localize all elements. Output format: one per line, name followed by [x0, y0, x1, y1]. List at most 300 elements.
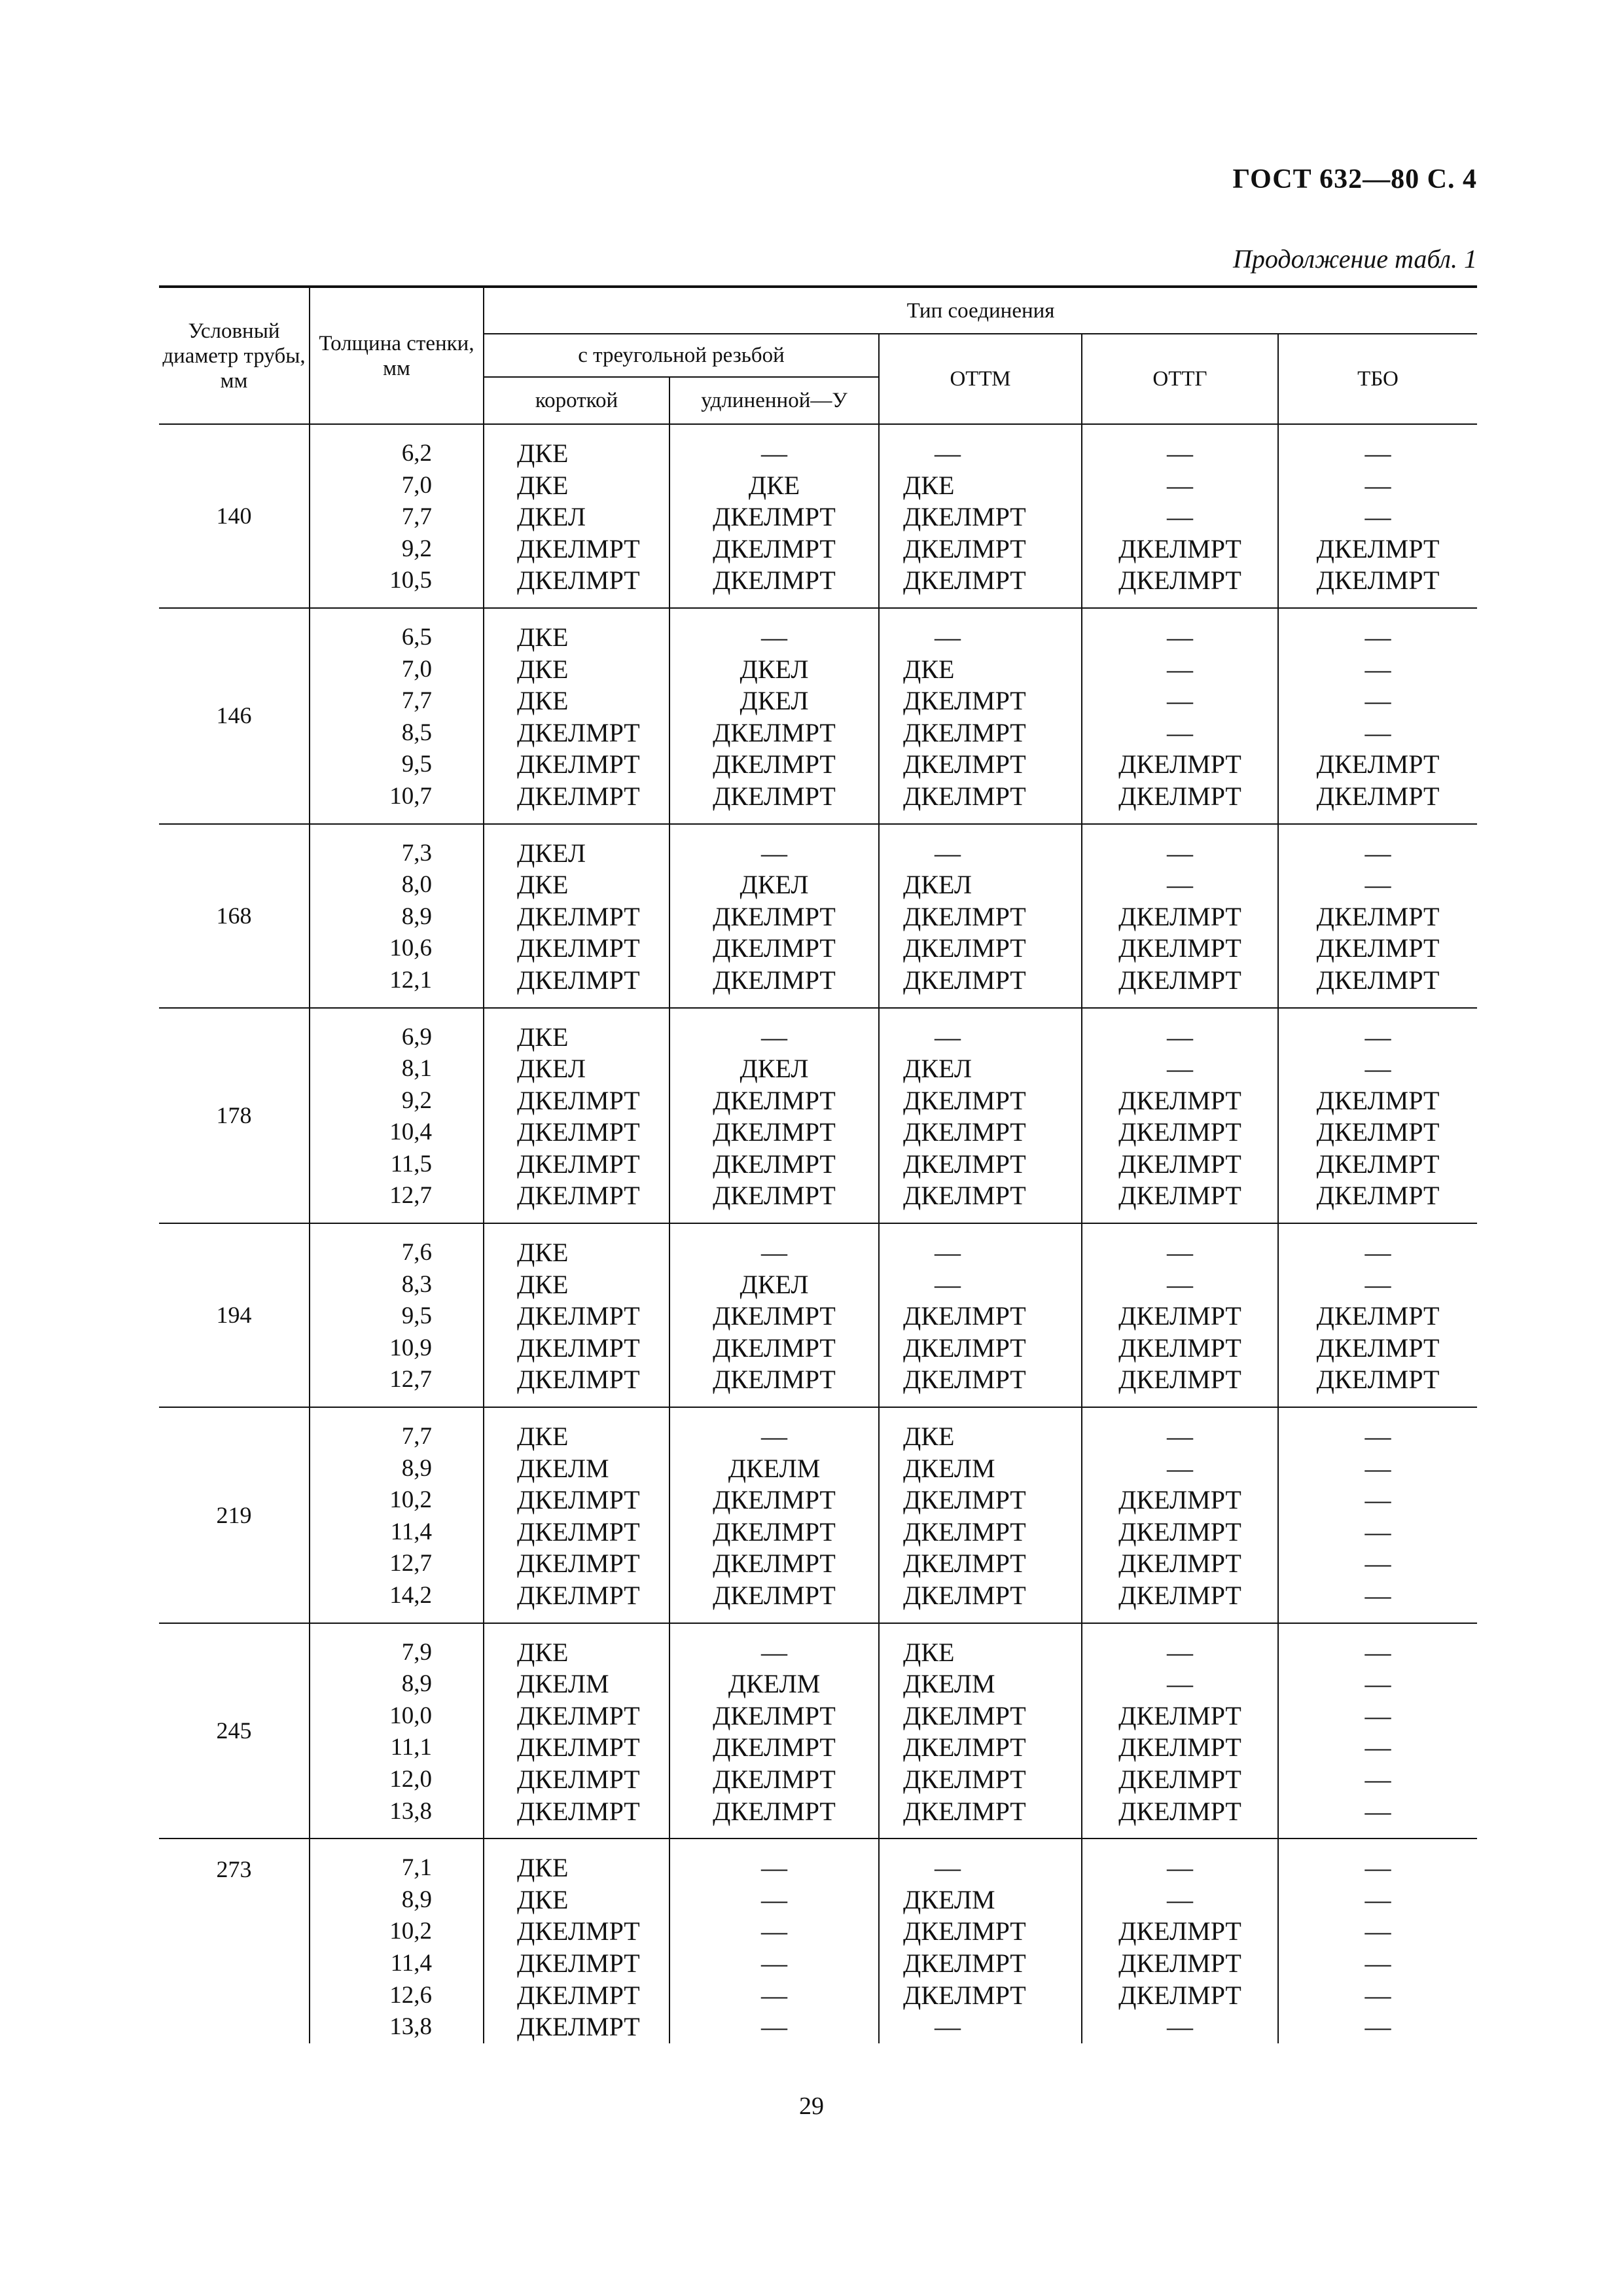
ottm-values	[880, 1009, 1081, 1223]
short-thread-value: ДКЕЛМРТ	[517, 1085, 640, 1115]
long-thread-values	[670, 1624, 878, 1839]
wall-thickness-value: 8,5	[401, 719, 432, 746]
ottg-value: ДКЕЛМРТ	[1118, 1916, 1241, 1946]
tbo-value: —	[1364, 1669, 1391, 1699]
ottm-value: ДКЕЛМРТ	[903, 1980, 1026, 2010]
tbo-value: —	[1364, 622, 1391, 652]
tbo-values	[1279, 1624, 1477, 1839]
tbo-values	[1279, 1224, 1477, 1407]
ottm-value: ДКЕЛМРТ	[903, 1700, 1026, 1731]
table-row	[159, 1223, 1477, 1407]
long-thread-cell	[669, 1623, 879, 1839]
ottm-cell	[879, 824, 1082, 1008]
diameter-cell: 178	[159, 1008, 310, 1224]
short-thread-value: ДКЕ	[517, 1238, 569, 1268]
tbo-value: —	[1364, 1453, 1391, 1483]
long-thread-value: ДКЕЛМ	[728, 1453, 821, 1483]
ottm-value: ДКЕЛМРТ	[903, 1333, 1026, 1363]
ottm-cell	[879, 424, 1082, 608]
wall-thickness-value: 11,4	[390, 1518, 432, 1545]
wall-thickness-cell	[310, 1008, 484, 1224]
ottm-value: ДКЕЛМРТ	[903, 1085, 1026, 1115]
long-thread-value: ДКЕЛМРТ	[713, 1333, 836, 1363]
header-triangular-thread: с треугольной резьбой	[484, 334, 879, 377]
tbo-value: —	[1364, 870, 1391, 900]
ottm-value: ДКЕ	[903, 1637, 955, 1667]
document-reference: ГОСТ 632—80 С. 4	[1232, 164, 1477, 194]
ottg-value: —	[1167, 1269, 1193, 1299]
long-thread-value: —	[761, 838, 787, 868]
ottg-cell	[1082, 1407, 1278, 1623]
table-row	[159, 824, 1477, 1008]
ottm-value: ДКЕЛМРТ	[903, 686, 1026, 716]
tbo-cell	[1278, 1407, 1477, 1623]
ottg-value: ДКЕЛМРТ	[1118, 1732, 1241, 1763]
wall-thickness-value: 14,2	[389, 1582, 432, 1609]
table-row	[159, 608, 1477, 824]
ottm-value: —	[935, 2012, 961, 2042]
wall-thickness-value: 12,1	[389, 966, 432, 994]
long-thread-value: ДКЕЛМРТ	[713, 1149, 836, 1179]
ottg-value: ДКЕЛМРТ	[1118, 1980, 1241, 2010]
ottm-value: ДКЕЛМРТ	[903, 1181, 1026, 1211]
ottg-value: —	[1167, 1669, 1193, 1699]
tbo-values	[1279, 1839, 1477, 2043]
ottm-value: ДКЕЛМ	[903, 1453, 995, 1483]
short-thread-value: ДКЕЛМРТ	[517, 1516, 640, 1547]
wall-thickness-value: 10,9	[389, 1334, 432, 1361]
ottg-value: —	[1167, 870, 1193, 900]
short-thread-value: ДКЕЛМРТ	[517, 965, 640, 995]
ottg-value: ДКЕЛМРТ	[1118, 1581, 1241, 1610]
tbo-value: —	[1364, 439, 1391, 468]
ottg-value: —	[1167, 470, 1193, 500]
ottm-values	[880, 425, 1081, 607]
wall-thickness-value: 11,5	[390, 1150, 432, 1177]
ottg-value: ДКЕЛМРТ	[1118, 1948, 1241, 1978]
wall-thickness-value: 7,3	[401, 839, 432, 867]
wall-thickness-cell	[310, 424, 484, 608]
ottm-value: ДКЕЛМ	[903, 1669, 995, 1699]
short-thread-cell	[484, 608, 669, 824]
long-thread-value: ДКЕЛМРТ	[713, 565, 836, 596]
tbo-value: —	[1364, 1764, 1391, 1794]
long-thread-value: —	[761, 1916, 787, 1946]
ottg-cell	[1082, 608, 1278, 824]
wall-thickness-values	[310, 609, 483, 823]
ottm-value: ДКЕЛМРТ	[903, 1117, 1026, 1147]
ottg-value: ДКЕЛМРТ	[1118, 533, 1241, 564]
long-thread-value: ДКЕЛМ	[728, 1669, 821, 1699]
tbo-value: —	[1364, 1884, 1391, 1914]
ottg-value: ДКЕЛМРТ	[1118, 1149, 1241, 1179]
long-thread-value: ДКЕЛ	[740, 654, 809, 684]
tbo-value: ДКЕЛМРТ	[1316, 749, 1440, 780]
short-thread-value: ДКЕЛМРТ	[517, 933, 640, 963]
short-thread-value: ДКЕ	[517, 686, 569, 716]
ottm-value: ДКЕЛМРТ	[903, 781, 1026, 811]
ottm-values	[880, 609, 1081, 823]
ottg-values	[1082, 1839, 1277, 2043]
short-thread-value: ДКЕЛ	[517, 502, 586, 532]
tbo-value: —	[1364, 686, 1391, 716]
ottg-value: —	[1167, 1853, 1193, 1883]
long-thread-value: ДКЕЛМРТ	[713, 1181, 836, 1211]
tbo-value: —	[1364, 1732, 1391, 1763]
wall-thickness-value: 9,2	[401, 535, 432, 562]
ottg-value: ДКЕЛМРТ	[1118, 1117, 1241, 1147]
ottm-value: ДКЕЛМРТ	[903, 1948, 1026, 1978]
wall-thickness-value: 10,4	[389, 1119, 432, 1146]
short-thread-value: ДКЕ	[517, 654, 569, 684]
wall-thickness-value: 11,4	[390, 1949, 432, 1977]
ottm-value: —	[935, 1269, 961, 1299]
tbo-value: ДКЕЛМРТ	[1316, 1301, 1440, 1331]
ottg-value: —	[1167, 622, 1193, 652]
short-thread-value: ДКЕЛМРТ	[517, 1796, 640, 1826]
tbo-value: ДКЕЛМРТ	[1316, 933, 1440, 963]
wall-thickness-value: 9,5	[401, 751, 432, 778]
long-thread-value: ДКЕЛМРТ	[713, 1549, 836, 1579]
wall-thickness-cell	[310, 1839, 484, 2043]
wall-thickness-value: 8,9	[401, 903, 432, 930]
ottg-cell	[1082, 424, 1278, 608]
tbo-value: —	[1364, 2012, 1391, 2042]
wall-thickness-value: 8,9	[401, 1670, 432, 1698]
ottm-value: —	[935, 838, 961, 868]
long-thread-value: ДКЕЛ	[740, 686, 809, 716]
header-tbo: ТБО	[1278, 334, 1477, 424]
long-thread-value: ДКЕЛМРТ	[713, 1485, 836, 1515]
long-thread-value: ДКЕЛМРТ	[713, 1085, 836, 1115]
ottm-value: ДКЕЛМРТ	[903, 1516, 1026, 1547]
diameter-cell: 168	[159, 824, 310, 1008]
short-thread-value: ДКЕЛМРТ	[517, 901, 640, 931]
short-thread-value: ДКЕ	[517, 470, 569, 500]
long-thread-values	[670, 425, 878, 607]
short-thread-cell	[484, 1223, 669, 1407]
long-thread-value: ДКЕЛ	[740, 1269, 809, 1299]
short-thread-value: ДКЕ	[517, 1022, 569, 1052]
ottm-value: —	[935, 1853, 961, 1883]
long-thread-values	[670, 1224, 878, 1407]
ottm-cell	[879, 1623, 1082, 1839]
page-number: 29	[799, 2092, 824, 2120]
ottg-value: —	[1167, 502, 1193, 532]
long-thread-cell	[669, 1407, 879, 1623]
ottm-cell	[879, 1407, 1082, 1623]
tbo-value: —	[1364, 1581, 1391, 1610]
wall-thickness-values	[310, 1839, 483, 2043]
wall-thickness-value: 7,0	[401, 471, 432, 499]
table-continuation-note: Продолжение табл. 1	[1232, 244, 1477, 274]
pipe-connection-table-wrapper	[159, 285, 1477, 2043]
short-thread-value: ДКЕЛМРТ	[517, 565, 640, 596]
short-thread-value: ДКЕЛМРТ	[517, 1181, 640, 1211]
wall-thickness-cell	[310, 608, 484, 824]
tbo-values	[1279, 609, 1477, 823]
tbo-value: —	[1364, 838, 1391, 868]
wall-thickness-value: 10,7	[389, 782, 432, 810]
tbo-value: —	[1364, 1916, 1391, 1946]
tbo-value: —	[1364, 1054, 1391, 1084]
ottm-value: ДКЕЛМРТ	[903, 933, 1026, 963]
short-thread-value: ДКЕЛМРТ	[517, 717, 640, 747]
long-thread-cell	[669, 1223, 879, 1407]
ottg-cell	[1082, 1223, 1278, 1407]
ottm-value: ДКЕЛМРТ	[903, 1916, 1026, 1946]
short-thread-value: ДКЕЛМРТ	[517, 1485, 640, 1515]
tbo-values	[1279, 1009, 1477, 1223]
long-thread-value: ДКЕЛМРТ	[713, 1700, 836, 1731]
short-thread-values	[484, 1408, 669, 1623]
tbo-cell	[1278, 608, 1477, 824]
table-row	[159, 424, 1477, 608]
short-thread-cell	[484, 1623, 669, 1839]
long-thread-value: —	[761, 2012, 787, 2042]
wall-thickness-value: 7,0	[401, 655, 432, 683]
long-thread-value: ДКЕ	[748, 470, 800, 500]
short-thread-cell	[484, 424, 669, 608]
long-thread-value: —	[761, 1980, 787, 2010]
ottg-value: —	[1167, 1054, 1193, 1084]
header-long-thread: удлиненной—У	[669, 377, 879, 424]
ottm-values	[880, 1408, 1081, 1623]
long-thread-value: ДКЕЛМРТ	[713, 933, 836, 963]
tbo-cell	[1278, 1008, 1477, 1224]
ottm-value: ДКЕ	[903, 470, 955, 500]
ottg-value: —	[1167, 1022, 1193, 1052]
wall-thickness-value: 6,2	[401, 440, 432, 467]
ottm-value: ДКЕЛ	[903, 1054, 972, 1084]
tbo-values	[1279, 1408, 1477, 1623]
ottg-value: —	[1167, 2012, 1193, 2042]
short-thread-value: ДКЕ	[517, 1853, 569, 1883]
table-row	[159, 1008, 1477, 1224]
ottm-values	[880, 825, 1081, 1007]
short-thread-value: ДКЕЛМРТ	[517, 749, 640, 780]
diameter-cell: 140	[159, 424, 310, 608]
ottm-values	[880, 1624, 1081, 1839]
wall-thickness-value: 7,6	[401, 1239, 432, 1266]
ottm-value: ДКЕЛМРТ	[903, 1485, 1026, 1515]
wall-thickness-values	[310, 1408, 483, 1623]
long-thread-value: —	[761, 1884, 787, 1914]
long-thread-values	[670, 609, 878, 823]
ottm-cell	[879, 1008, 1082, 1224]
short-thread-value: ДКЕЛМРТ	[517, 1700, 640, 1731]
header-diameter: Условный диаметр трубы, мм	[159, 287, 310, 424]
short-thread-values	[484, 425, 669, 607]
wall-thickness-value: 9,5	[401, 1302, 432, 1330]
tbo-values	[1279, 825, 1477, 1007]
table-body	[159, 424, 1477, 2043]
wall-thickness-value: 10,6	[389, 935, 432, 962]
long-thread-cell	[669, 1008, 879, 1224]
long-thread-value: ДКЕЛМРТ	[713, 901, 836, 931]
diameter-cell: 273	[159, 1839, 310, 2043]
wall-thickness-value: 12,7	[389, 1550, 432, 1577]
ottg-value: ДКЕЛМРТ	[1118, 901, 1241, 931]
long-thread-value: —	[761, 1948, 787, 1978]
table-row	[159, 1623, 1477, 1839]
wall-thickness-value: 8,0	[401, 871, 432, 899]
short-thread-values	[484, 1224, 669, 1407]
ottg-values	[1082, 825, 1277, 1007]
long-thread-values	[670, 1408, 878, 1623]
tbo-value: —	[1364, 1238, 1391, 1268]
short-thread-value: ДКЕЛМРТ	[517, 1980, 640, 2010]
short-thread-cell	[484, 1839, 669, 2043]
wall-thickness-value: 13,8	[389, 1797, 432, 1825]
long-thread-value: ДКЕЛМРТ	[713, 1301, 836, 1331]
short-thread-value: ДКЕЛМРТ	[517, 1764, 640, 1794]
tbo-value: —	[1364, 1422, 1391, 1452]
ottg-value: —	[1167, 686, 1193, 716]
short-thread-value: ДКЕЛМ	[517, 1453, 609, 1483]
ottg-value: ДКЕЛМРТ	[1118, 565, 1241, 596]
long-thread-value: ДКЕЛМРТ	[713, 1117, 836, 1147]
ottm-value: ДКЕЛМРТ	[903, 965, 1026, 995]
long-thread-value: —	[761, 1022, 787, 1052]
ottm-value: ДКЕЛМРТ	[903, 1581, 1026, 1610]
long-thread-value: ДКЕЛМРТ	[713, 502, 836, 532]
tbo-value: —	[1364, 1948, 1391, 1978]
short-thread-value: ДКЕ	[517, 1637, 569, 1667]
ottg-value: ДКЕЛМРТ	[1118, 1181, 1241, 1211]
wall-thickness-value: 7,7	[401, 687, 432, 715]
wall-thickness-value: 7,7	[401, 1423, 432, 1450]
short-thread-value: ДКЕЛМРТ	[517, 1549, 640, 1579]
ottg-value: ДКЕЛМРТ	[1118, 781, 1241, 811]
wall-thickness-value: 9,2	[401, 1086, 432, 1114]
short-thread-value: ДКЕЛМРТ	[517, 1916, 640, 1946]
header-short-thread: короткой	[484, 377, 669, 424]
ottg-value: ДКЕЛМРТ	[1118, 1301, 1241, 1331]
wall-thickness-value: 7,1	[401, 1854, 432, 1882]
wall-thickness-value: 6,5	[401, 623, 432, 651]
wall-thickness-cell	[310, 1407, 484, 1623]
header-connection-type: Тип соединения	[484, 287, 1477, 334]
long-thread-cell	[669, 608, 879, 824]
ottg-value: ДКЕЛМРТ	[1118, 1485, 1241, 1515]
tbo-value: ДКЕЛМРТ	[1316, 1333, 1440, 1363]
wall-thickness-values	[310, 1009, 483, 1223]
long-thread-value: ДКЕЛ	[740, 870, 809, 900]
long-thread-value: —	[761, 1422, 787, 1452]
ottg-cell	[1082, 1839, 1278, 2043]
tbo-value: —	[1364, 1700, 1391, 1731]
ottm-value: ДКЕЛ	[903, 870, 972, 900]
tbo-value: ДКЕЛМРТ	[1316, 1181, 1440, 1211]
long-thread-cell	[669, 424, 879, 608]
short-thread-value: ДКЕЛ	[517, 1054, 586, 1084]
ottg-value: ДКЕЛМРТ	[1118, 1516, 1241, 1547]
short-thread-values	[484, 1839, 669, 2043]
ottg-values	[1082, 609, 1277, 823]
long-thread-value: —	[761, 1853, 787, 1883]
wall-thickness-values	[310, 425, 483, 607]
short-thread-value: ДКЕЛМРТ	[517, 1732, 640, 1763]
tbo-value: —	[1364, 717, 1391, 747]
header-ottm: ОТТМ	[879, 334, 1082, 424]
tbo-value: ДКЕЛМРТ	[1316, 1085, 1440, 1115]
ottm-value: ДКЕЛМРТ	[903, 1301, 1026, 1331]
tbo-value: —	[1364, 1485, 1391, 1515]
ottm-value: ДКЕЛМРТ	[903, 565, 1026, 596]
tbo-value: ДКЕЛМРТ	[1316, 1365, 1440, 1395]
ottm-value: ДКЕЛМ	[903, 1884, 995, 1914]
ottm-value: ДКЕЛМРТ	[903, 1764, 1026, 1794]
diameter-cell: 146	[159, 608, 310, 824]
wall-thickness-value: 10,2	[389, 1918, 432, 1945]
tbo-value: —	[1364, 1022, 1391, 1052]
long-thread-value: —	[761, 1637, 787, 1667]
wall-thickness-value: 12,0	[389, 1765, 432, 1793]
tbo-value: —	[1364, 1980, 1391, 2010]
wall-thickness-value: 7,9	[401, 1638, 432, 1666]
ottm-values	[880, 1224, 1081, 1407]
long-thread-value: ДКЕЛМРТ	[713, 1581, 836, 1610]
diameter-cell: 194	[159, 1223, 310, 1407]
wall-thickness-value: 12,7	[389, 1366, 432, 1393]
short-thread-values	[484, 609, 669, 823]
ottm-value: ДКЕЛМРТ	[903, 1149, 1026, 1179]
diameter-cell: 245	[159, 1623, 310, 1839]
short-thread-value: ДКЕЛМРТ	[517, 1301, 640, 1331]
ottg-values	[1082, 1624, 1277, 1839]
ottm-value: —	[935, 622, 961, 652]
long-thread-value: —	[761, 1238, 787, 1268]
ottg-value: —	[1167, 838, 1193, 868]
tbo-value: ДКЕЛМРТ	[1316, 901, 1440, 931]
short-thread-value: ДКЕ	[517, 1422, 569, 1452]
wall-thickness-cell	[310, 1623, 484, 1839]
short-thread-value: ДКЕЛ	[517, 838, 586, 868]
ottm-value: ДКЕЛМРТ	[903, 1365, 1026, 1395]
ottm-cell	[879, 608, 1082, 824]
long-thread-values	[670, 1839, 878, 2043]
ottg-value: ДКЕЛМРТ	[1118, 1764, 1241, 1794]
tbo-cell	[1278, 1839, 1477, 2043]
ottg-cell	[1082, 1623, 1278, 1839]
long-thread-value: ДКЕЛМРТ	[713, 781, 836, 811]
long-thread-value: ДКЕЛМРТ	[713, 1796, 836, 1826]
wall-thickness-value: 8,9	[401, 1454, 432, 1482]
tbo-value: —	[1364, 1516, 1391, 1547]
ottg-value: ДКЕЛМРТ	[1118, 1365, 1241, 1395]
tbo-value: —	[1364, 1796, 1391, 1826]
ottm-value: ДКЕ	[903, 654, 955, 684]
wall-thickness-values	[310, 825, 483, 1007]
tbo-cell	[1278, 1623, 1477, 1839]
short-thread-value: ДКЕ	[517, 439, 569, 468]
long-thread-value: ДКЕЛМРТ	[713, 749, 836, 780]
short-thread-value: ДКЕЛМ	[517, 1669, 609, 1699]
wall-thickness-value: 10,5	[389, 567, 432, 594]
short-thread-value: ДКЕЛМРТ	[517, 1581, 640, 1610]
wall-thickness-value: 10,2	[389, 1486, 432, 1514]
short-thread-value: ДКЕЛМРТ	[517, 781, 640, 811]
short-thread-value: ДКЕ	[517, 1269, 569, 1299]
wall-thickness-value: 12,7	[389, 1182, 432, 1210]
tbo-value: —	[1364, 1637, 1391, 1667]
ottm-value: ДКЕЛМРТ	[903, 901, 1026, 931]
ottm-cell	[879, 1223, 1082, 1407]
short-thread-value: ДКЕЛМРТ	[517, 533, 640, 564]
short-thread-value: ДКЕЛМРТ	[517, 1948, 640, 1978]
long-thread-value: ДКЕЛМРТ	[713, 533, 836, 564]
